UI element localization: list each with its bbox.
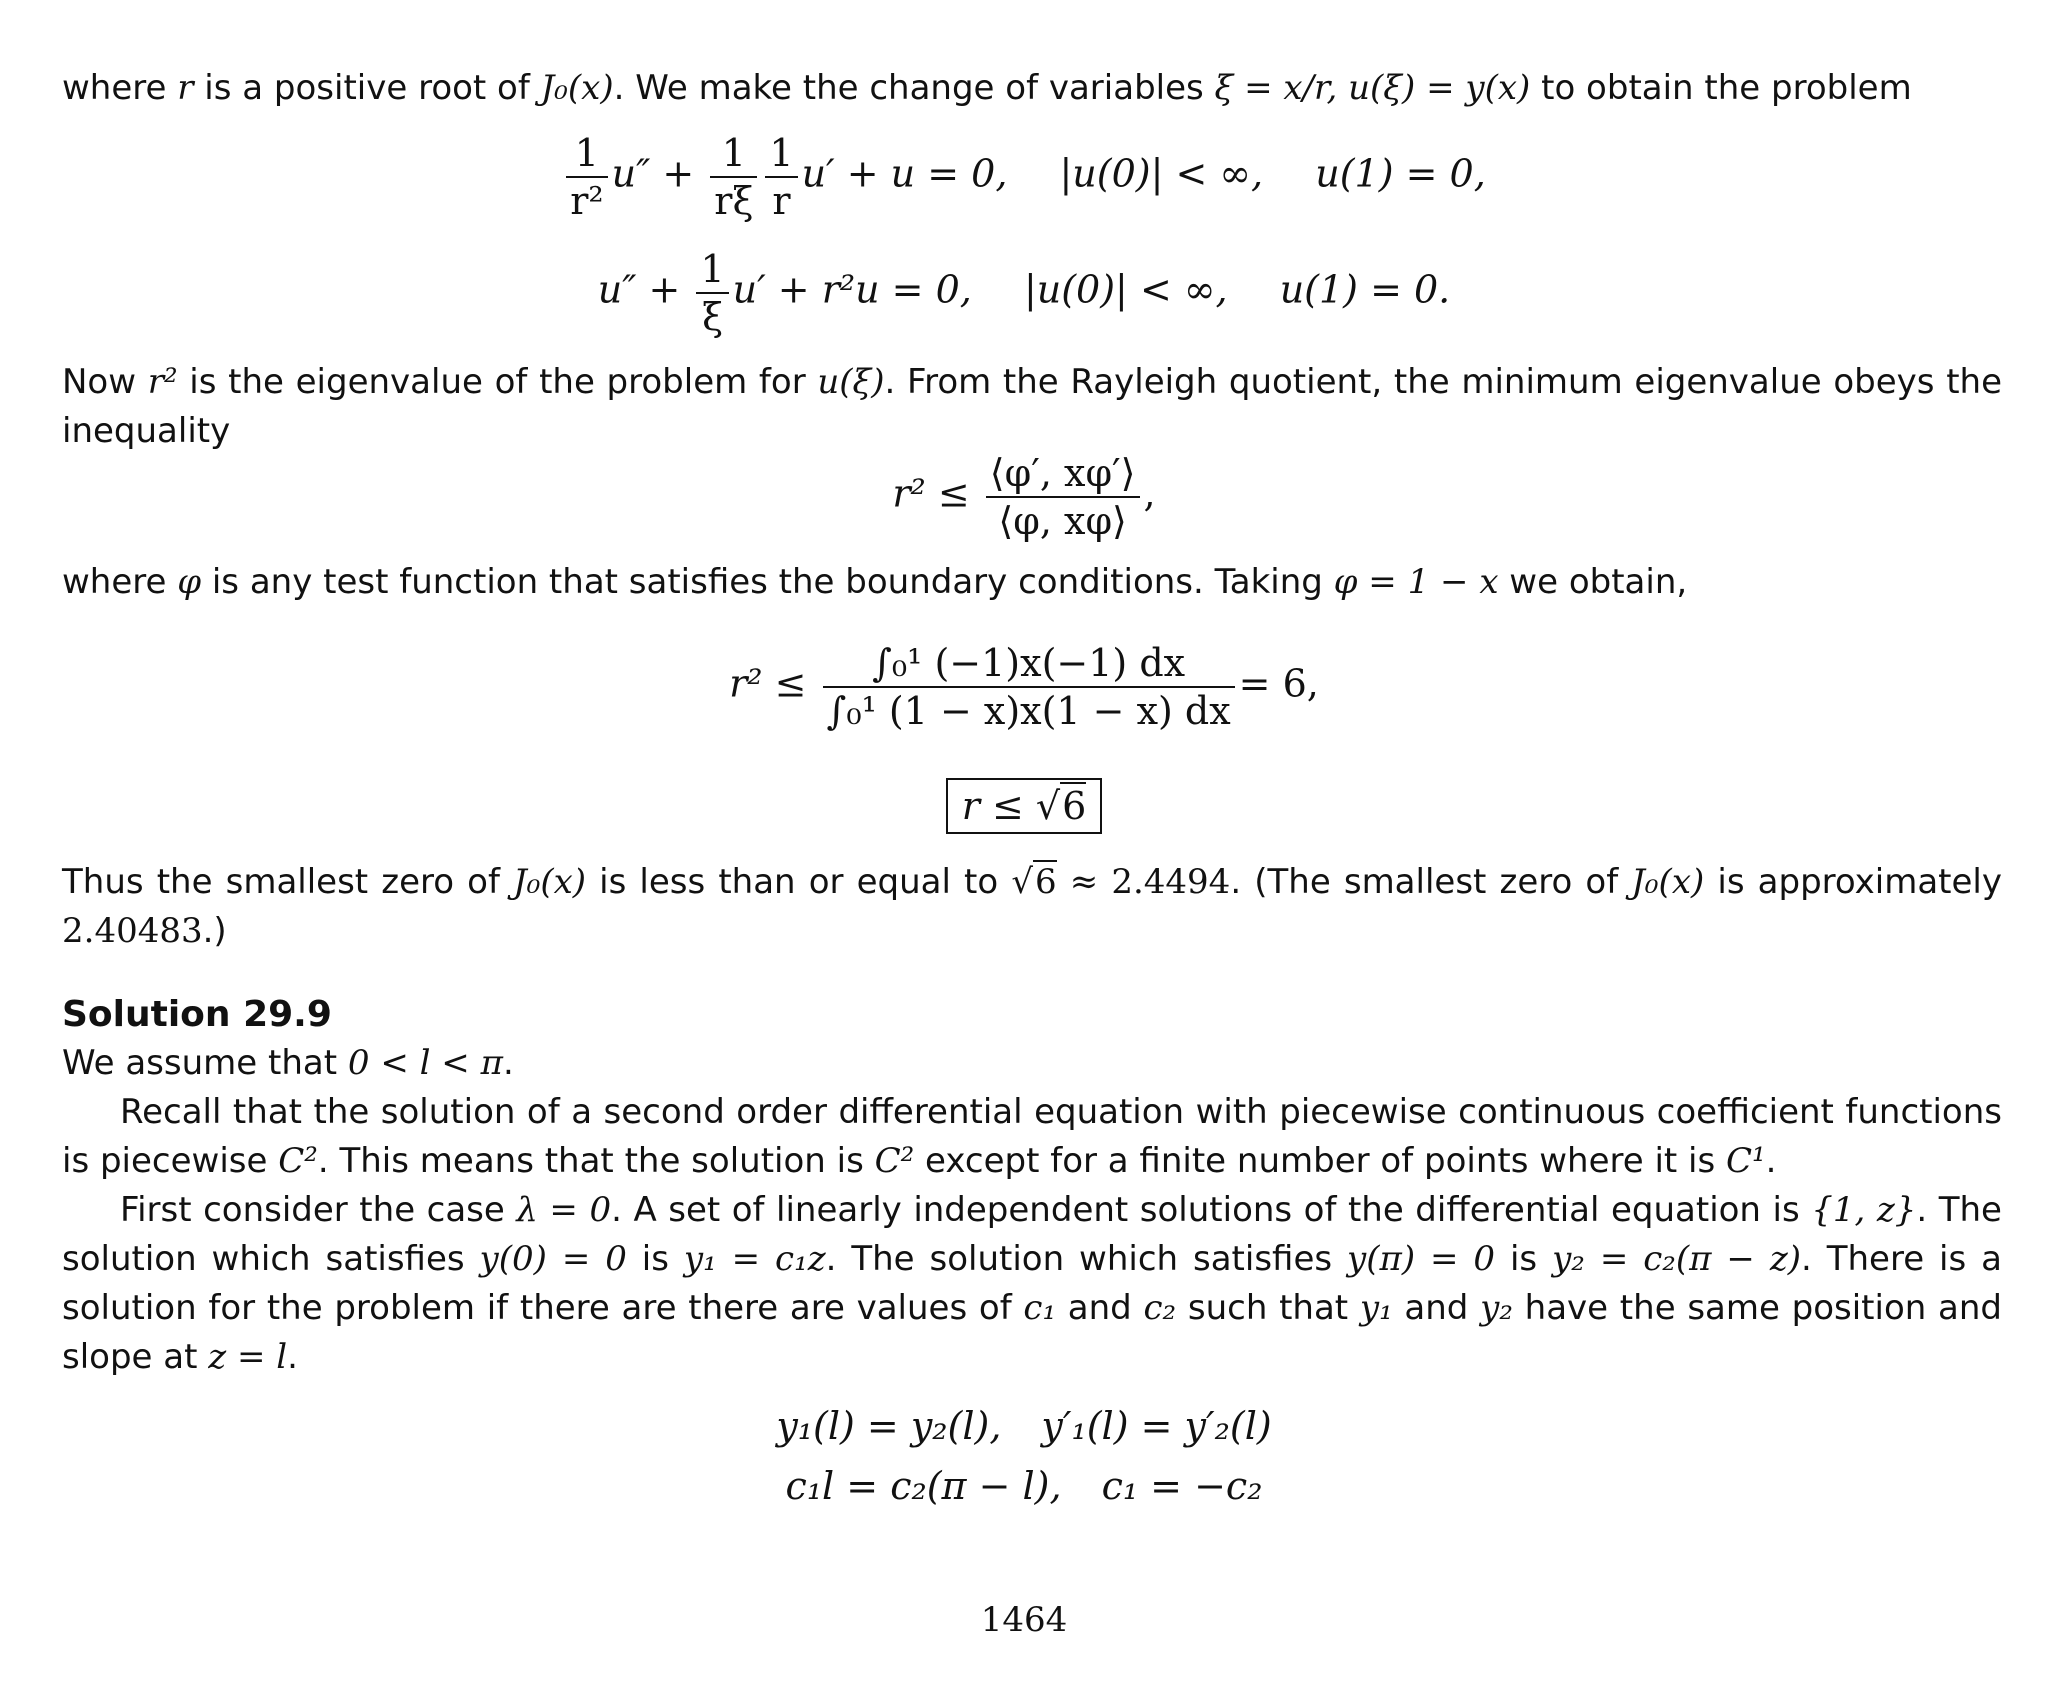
fraction: $\frac{1}{r}$ (765, 130, 797, 224)
fraction: $\frac{⟨\varphi', x\varphi'⟩}{⟨\varphi, x\varphi⟩}$ (986, 450, 1140, 544)
section-heading: Solution 29.9 (62, 994, 332, 1035)
paragraph-change-of-variables: where r is a positive root of J₀(x). We make the change of variables ξ = x/r, u(ξ) = y(x) to obtain the problem (62, 68, 1912, 108)
equation-matching-line-2: c₁l = c₂(π − l), c₁ = −c₂ (785, 1464, 1263, 1508)
math-substitution: ξ = x/r, u(ξ) = y(x) (1214, 68, 1531, 108)
equation-1: $\frac{1}{\text{r²}}$ u″ + $\frac{1}{r\xi}$ $\frac{1}{r}$ u′ + u = 0, |u(0)| < ∞, u(1) = 0, (0, 130, 2048, 224)
fraction: $\frac{1}{\text{r²}}$ (566, 130, 607, 224)
paragraph-rayleigh: Now r² is the eigenvalue of the problem for u(ξ). From the Rayleigh quotient, the minimum eigenvalue obeys the inequality (62, 362, 2002, 451)
fraction: $\frac{1}{r\xi}$ (710, 130, 757, 224)
paragraph-lambda-zero: First consider the case λ = 0. A set of linearly independent solutions of the differential equation is {1, z}. The solution which satisfies y(0) = 0 is y₁ = c₁z. The solution which satisfies y(π) = 0 is y₂ = c₂(π − z). There is a solution for the problem if there are there are values of c₁ and c₂ such that y₁ and y₂ have the same position and slope at z = l. (62, 1190, 2002, 1377)
equation-matching-line-1: y₁(l) = y₂(l), y′₁(l) = y′₂(l) (776, 1404, 1272, 1448)
math-bessel: J₀(x) (540, 68, 614, 108)
fraction: $\frac{1}{\xi}$ (696, 246, 728, 340)
equation-boxed-result (0, 778, 2048, 834)
paragraph-piecewise: Recall that the solution of a second order differential equation with piecewise continuous coefficient functions is piecewise C². This means that the solution is C² except for a finite number of points where it is C¹. (62, 1092, 2002, 1181)
paragraph-test-function: where φ is any test function that satisfies the boundary conditions. Taking φ = 1 − x we obtain, (62, 562, 1688, 602)
equation-integral-ratio: r² ≤ $\frac{\text{∫₀¹ (−1)x(−1) dx}}{\text{∫₀¹ (1 − x)x(1 − x) dx}}$ = 6, (729, 641, 1319, 733)
page-number: 1464 (980, 1600, 1068, 1640)
fraction: $\frac{\text{∫₀¹ (−1)x(−1) dx}}{\text{∫₀¹ (1 − x)x(1 − x) dx}}$ (823, 640, 1235, 734)
equation-2: u″ + $\frac{1}{\xi}$ u′ + r²u = 0, |u(0)| < ∞, u(1) = 0. (597, 247, 1451, 339)
paragraph-assumption: We assume that 0 < l < π. (62, 1043, 514, 1083)
equation-rayleigh-quotient: r² ≤ $\frac{⟨\varphi', x\varphi'⟩}{⟨\varphi, x\varphi⟩}$ , (892, 451, 1156, 543)
paragraph-smallest-zero: Thus the smallest zero of J₀(x) is less than or equal to √6 ≈ 2.4494. (The smallest zero of J₀(x) is approximately 2.40483.) (62, 862, 2002, 951)
result-box: r ≤ √6 (946, 778, 1103, 834)
math-r: r (177, 68, 194, 108)
